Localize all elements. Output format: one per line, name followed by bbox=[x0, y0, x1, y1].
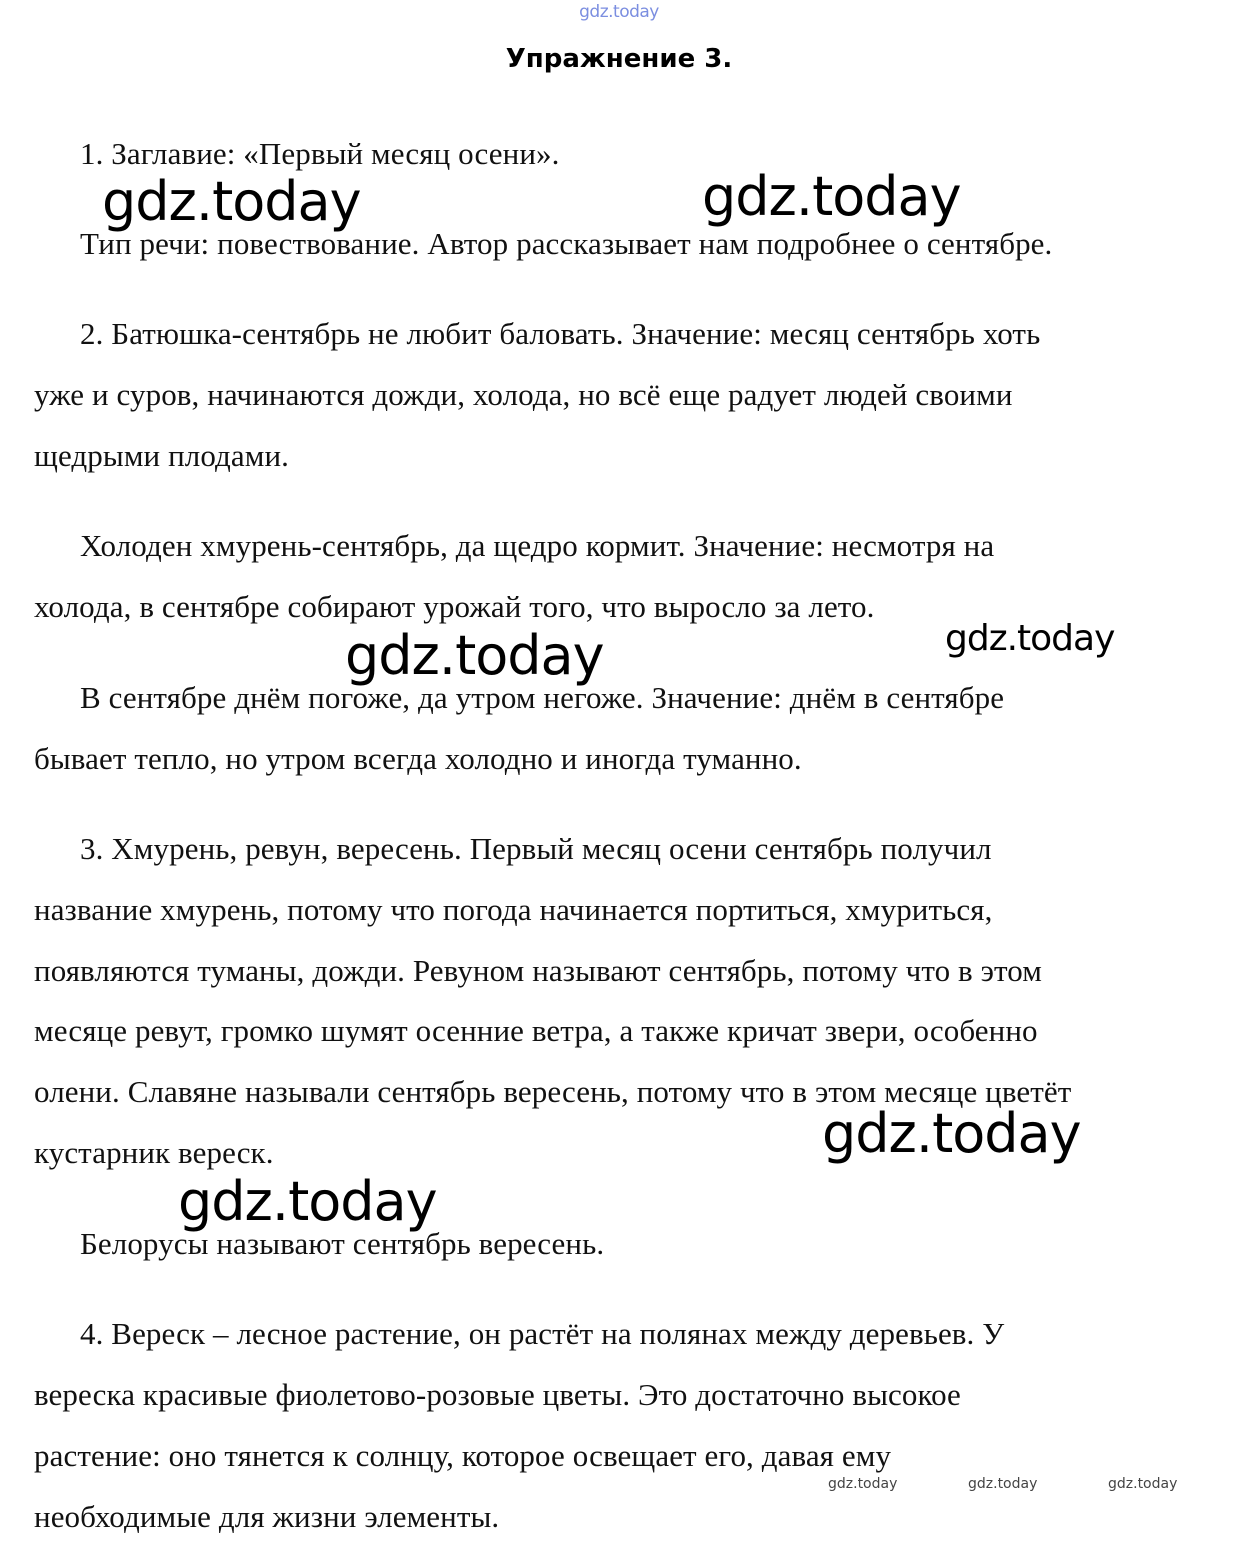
text-line: растение: оно тянется к солнцу, которое освещает его, давая ему bbox=[34, 1438, 892, 1473]
top-watermark: gdz.today bbox=[579, 2, 659, 22]
watermark: gdz.today bbox=[102, 170, 361, 233]
watermark: gdz.today bbox=[345, 624, 604, 687]
text-line: месяце ревут, громко шумят осенние ветра, а также кричат звери, особенно bbox=[34, 1013, 1038, 1048]
text-line: Тип речи: повествование. Автор рассказывает нам подробнее о сентябре. bbox=[80, 226, 1053, 261]
text-line: В сентябре днём погоже, да утром негоже. Значение: днём в сентябре bbox=[80, 680, 1005, 715]
text-line: название хмурень, потому что погода начинается портиться, хмуриться, bbox=[34, 892, 993, 927]
text-line: 3. Хмурень, ревун, вересень. Первый месяц осени сентябрь получил bbox=[80, 831, 992, 866]
exercise-title: Упражнение 3. bbox=[505, 44, 733, 74]
text-line: олени. Славяне называли сентябрь вересень, потому что в этом месяце цветёт bbox=[34, 1074, 1072, 1109]
text-line: Холоден хмурень-сентябрь, да щедро кормит. Значение: несмотря на bbox=[80, 528, 995, 563]
text-line: щедрыми плодами. bbox=[34, 438, 290, 473]
watermark: gdz.today bbox=[945, 618, 1115, 659]
text-line: 4. Вереск – лесное растение, он растёт на полянах между деревьев. У bbox=[80, 1316, 1005, 1351]
watermark: gdz.today bbox=[178, 1170, 437, 1233]
text-line: кустарник вереск. bbox=[34, 1135, 274, 1170]
text-line: холода, в сентябре собирают урожай того, что выросло за лето. bbox=[34, 589, 875, 624]
watermark: gdz.today bbox=[1108, 1476, 1178, 1492]
text-line: 1. Заглавие: «Первый месяц осени». bbox=[80, 136, 560, 171]
watermark: gdz.today bbox=[702, 165, 961, 228]
watermark: gdz.today bbox=[828, 1476, 898, 1492]
text-line: необходимые для жизни элементы. bbox=[34, 1499, 500, 1534]
text-line: 2. Батюшка-сентябрь не любит баловать. Значение: месяц сентябрь хоть bbox=[80, 316, 1041, 351]
text-line: появляются туманы, дожди. Ревуном называют сентябрь, потому что в этом bbox=[34, 953, 1042, 988]
watermark: gdz.today bbox=[822, 1102, 1081, 1165]
text-line: уже и суров, начинаются дожди, холода, но всё еще радует людей своими bbox=[34, 377, 1013, 412]
text-line: Белорусы называют сентябрь вересень. bbox=[80, 1226, 605, 1261]
watermark: gdz.today bbox=[968, 1476, 1038, 1492]
text-line: бывает тепло, но утром всегда холодно и иногда туманно. bbox=[34, 741, 802, 776]
text-line: вереска красивые фиолетово-розовые цветы. Это достаточно высокое bbox=[34, 1377, 961, 1412]
